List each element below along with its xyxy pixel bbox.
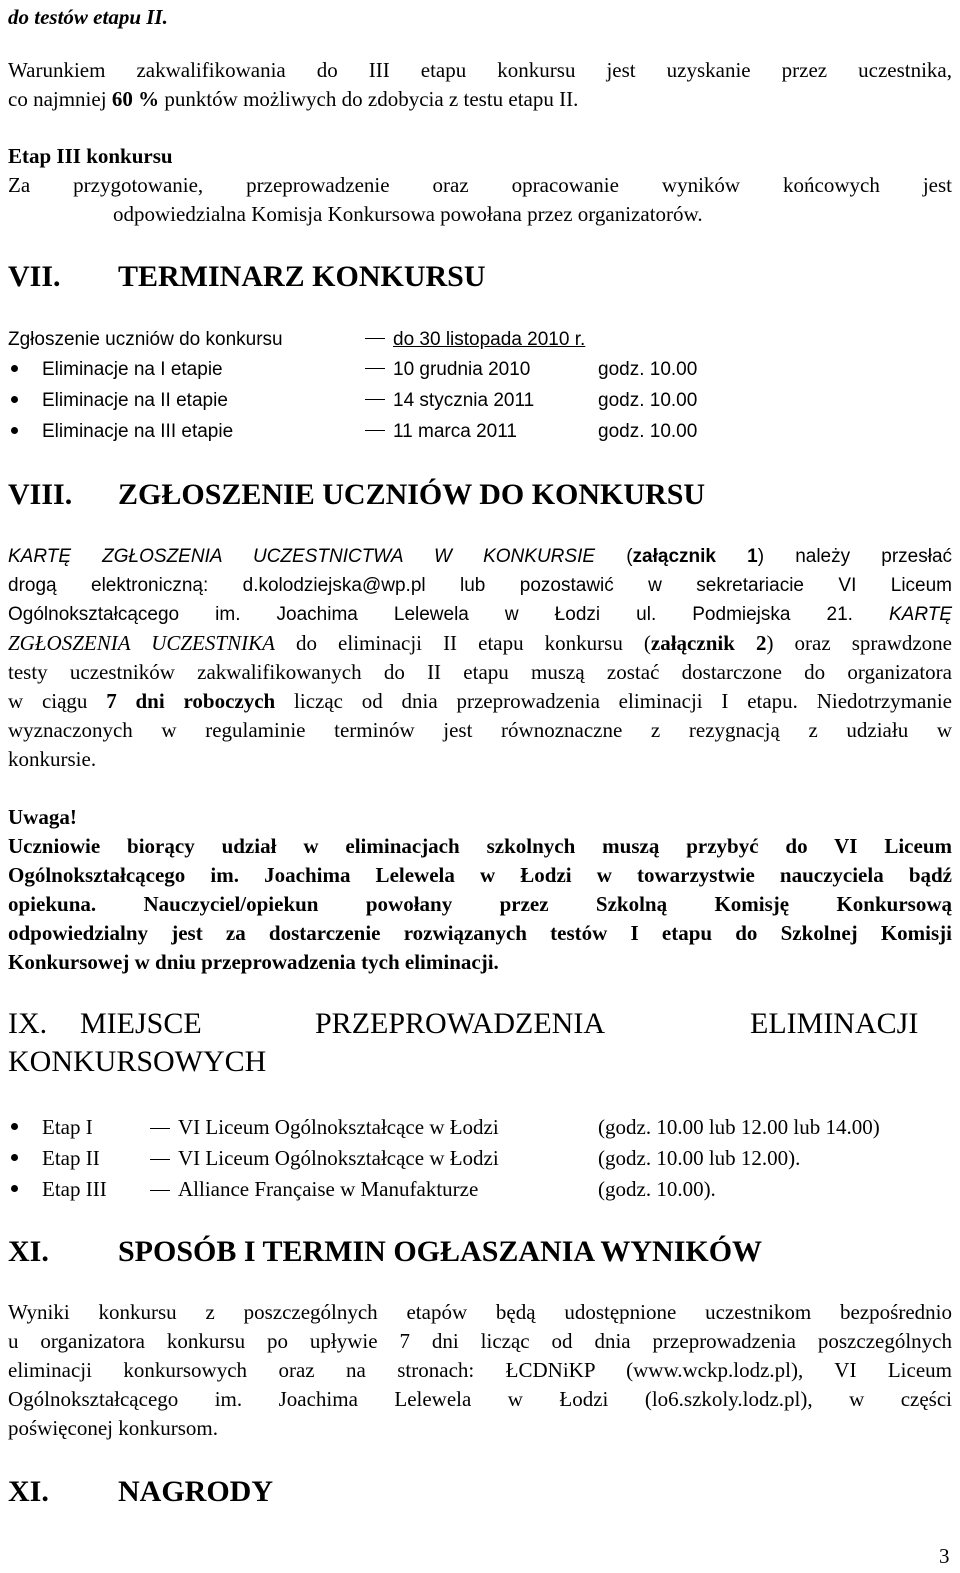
notice-line-3: opiekuna. Nauczyciel/opiekun powołany przez Szkolną Komisję Konkursową	[8, 892, 952, 916]
schedule-row-label: Eliminacje na I etapie	[42, 359, 223, 380]
schedule-row-time: godz. 10.00	[598, 421, 698, 442]
section-11-title: SPOSÓB I TERMIN OGŁASZANIA WYNIKÓW	[118, 1235, 763, 1268]
schedule-row-time: godz. 10.00	[598, 390, 698, 411]
bullet-icon	[11, 365, 18, 372]
schedule-row-label: Eliminacje na III etapie	[42, 421, 234, 442]
venue-row-stage: Etap II	[42, 1146, 100, 1170]
bullet-icon	[11, 1185, 18, 1192]
registration-label: Zgłoszenie uczniów do konkursu	[8, 329, 283, 350]
results-line-2: u organizatora konkursu po upływie 7 dni licząc od dnia przeprowadzenia poszczególnych	[8, 1329, 952, 1353]
etap3-line-2: odpowiedzialna Komisja Konkursowa powołana przez organizatorów.	[113, 202, 703, 226]
section-7-title: TERMINARZ KONKURSU	[118, 260, 486, 293]
section-8-line-4: ZGŁOSZENIA UCZESTNIKA do eliminacji II etapu konkursu (załącznik 2) oraz sprawdzone	[8, 631, 953, 655]
section-8-line-3: Ogólnokształcącego im. Joachima Lelewela w Łodzi ul. Podmiejska 21. KARTĘ	[8, 604, 952, 625]
bullet-icon	[11, 1123, 18, 1130]
section-8-line-6: w ciągu 7 dni roboczych licząc od dnia przeprowadzenia eliminacji I etapu. Niedotrzymanie	[8, 689, 952, 713]
section-9-number: IX.	[8, 1007, 48, 1040]
schedule-row-label: Eliminacje na II etapie	[42, 390, 228, 411]
qualification-line-2: co najmniej 60 % punktów możliwych do zdobycia z testu etapu II.	[8, 87, 579, 111]
section-8-line-7: wyznaczonych w regulaminie terminów jest równoznaczne z rezygnacją z udziału w	[8, 718, 952, 742]
notice-line-2: Ogólnokształcącego im. Joachima Lelewela w Łodzi w towarzystwie nauczyciela bądź	[8, 863, 952, 887]
venue-row-time: (godz. 10.00 lub 12.00).	[598, 1146, 801, 1170]
page-number: 3	[939, 1544, 950, 1568]
section-9-title-word-3: ELIMINACJI	[750, 1007, 919, 1040]
section-8-line-5: testy uczestników zakwalifikowanych do II etapu muszą zostać dostarczone do organizatora	[8, 660, 952, 684]
venue-row-place: VI Liceum Ogólnokształcące w Łodzi	[150, 1114, 499, 1141]
section-8-title: ZGŁOSZENIE UCZNIÓW DO KONKURSU	[118, 478, 706, 511]
venue-row-time: (godz. 10.00 lub 12.00 lub 14.00)	[598, 1115, 880, 1139]
results-line-1: Wyniki konkursu z poszczególnych etapów będą udostępnione uczestnikom bezpośrednio	[8, 1300, 952, 1324]
notice-line-5: Konkursowej w dniu przeprowadzenia tych eliminacji.	[8, 950, 499, 974]
section-11-number: XI.	[8, 1235, 49, 1268]
notice-line-1: Uczniowie biorący udział w eliminacjach szkolnych muszą przybyć do VI Liceum	[8, 834, 952, 858]
section-9-title-word-1: MIEJSCE	[80, 1007, 202, 1040]
section-prizes-title: NAGRODY	[118, 1475, 273, 1508]
threshold-percent: 60 %	[111, 87, 160, 111]
section-8-line-2: drogą elektroniczną: d.kolodziejska@wp.pl lub pozostawić w sekretariacie VI Liceum	[8, 575, 952, 596]
registration-date: do 30 listopada 2010 r.	[365, 326, 585, 353]
etap3-heading: Etap III konkursu	[8, 144, 173, 168]
venue-row-place: Alliance Française w Manufakturze	[150, 1176, 478, 1203]
section-8-line-1: KARTĘ ZGŁOSZENIA UCZESTNICTWA W KONKURSIE (załącznik 1) należy przesłać	[8, 546, 953, 567]
schedule-row-date: 11 marca 2011	[365, 418, 517, 445]
schedule-row-date: 10 grudnia 2010	[365, 356, 530, 383]
results-line-4: Ogólnokształcącego im. Joachima Lelewela w Łodzi (lo6.szkoly.lodz.pl), w części	[8, 1387, 952, 1411]
section-9-title-line-2: KONKURSOWYCH	[8, 1045, 267, 1078]
section-prizes-number: XI.	[8, 1475, 49, 1508]
section-7-number: VII.	[8, 260, 61, 293]
section-9-title-word-2: PRZEPROWADZENIA	[315, 1007, 605, 1040]
schedule-row-time: godz. 10.00	[598, 359, 698, 380]
section-8-line-8: konkursie.	[8, 747, 97, 771]
notice-label: Uwaga!	[8, 805, 77, 829]
venue-row-stage: Etap I	[42, 1115, 93, 1139]
etap3-line-1: Za przygotowanie, przeprowadzenie oraz opracowanie wyników końcowych jest	[8, 173, 952, 197]
qualification-line-1: Warunkiem zakwalifikowania do III etapu konkursu jest uzyskanie przez uczestnika,	[8, 58, 952, 82]
intro-continuation: do testów etapu II.	[8, 5, 168, 29]
venue-row-place: VI Liceum Ogólnokształcące w Łodzi	[150, 1145, 499, 1172]
results-line-3: eliminacji konkursowych oraz na stronach: ŁCDNiKP (www.wckp.lodz.pl), VI Liceum	[8, 1358, 952, 1382]
section-8-number: VIII.	[8, 478, 73, 511]
schedule-row-date: 14 stycznia 2011	[365, 387, 534, 414]
bullet-icon	[11, 427, 18, 434]
bullet-icon	[11, 1154, 18, 1161]
results-line-5: poświęconej konkursom.	[8, 1416, 218, 1440]
bullet-icon	[11, 396, 18, 403]
venue-row-time: (godz. 10.00).	[598, 1177, 716, 1201]
notice-line-4: odpowiedzialny jest za dostarczenie rozwiązanych testów I etapu do Szkolnej Komisji	[8, 921, 952, 945]
venue-row-stage: Etap III	[42, 1177, 107, 1201]
